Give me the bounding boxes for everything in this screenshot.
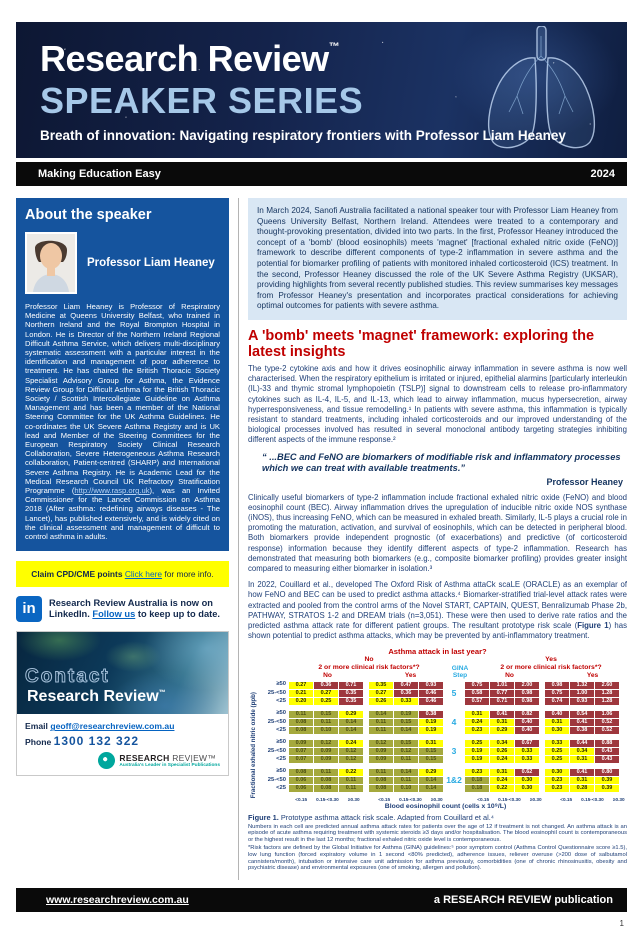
quote-attribution: Professor Heaney bbox=[546, 476, 623, 487]
issue-subtitle: Breath of innovation: Navigating respiratory frontiers with Professor Liam Heaney bbox=[40, 128, 566, 143]
risk-cell: 0.06 bbox=[289, 776, 314, 784]
risk-cell: 0.14 bbox=[394, 726, 419, 734]
risk-cell: 0.25 bbox=[314, 697, 339, 705]
risk-cell: 0.18 bbox=[465, 784, 490, 792]
risk-cell: 0.15 bbox=[394, 718, 419, 726]
risk-cell: 0.98 bbox=[515, 689, 540, 697]
risk-block bbox=[288, 739, 364, 764]
linkedin-text bbox=[49, 598, 229, 621]
risk-cell: 0.09 bbox=[369, 747, 394, 755]
attack-no-label: No bbox=[364, 656, 374, 664]
contact-banner-image bbox=[17, 632, 228, 714]
risk-cell: 0.15 bbox=[394, 739, 419, 747]
risk-cell: 0.12 bbox=[314, 739, 339, 747]
risk-question-left: 2 or more clinical risk factors*? bbox=[318, 664, 420, 671]
bec-label: 0.15-<0.30 bbox=[316, 796, 339, 802]
risk-cell: 0.31 bbox=[545, 718, 570, 726]
about-heading: About the speaker bbox=[25, 207, 152, 223]
feno-label: ≥50 bbox=[276, 768, 286, 775]
bio-text-2: ), was an Invited Commissioner for the Lancet Commission on Asthma 2018 (After asthma: redefining airways diseases - The Lancet), has published extensively, and is widely cited on the clinical assessment and management of difficult to control asthma in adults. bbox=[25, 486, 220, 542]
risk-cell: 0.19 bbox=[419, 726, 444, 734]
risk-cell: 0.14 bbox=[339, 726, 364, 734]
linkedin-section bbox=[16, 596, 229, 622]
risk-cell: 0.88 bbox=[595, 739, 620, 747]
risk-block bbox=[368, 739, 444, 764]
about-speaker-box bbox=[16, 198, 229, 551]
gina-step-value: 4 bbox=[451, 717, 457, 728]
risk-cell: 0.10 bbox=[394, 784, 419, 792]
bec-label: <0.15 bbox=[477, 796, 490, 802]
risk-block bbox=[288, 681, 364, 706]
risk-cell: 0.07 bbox=[289, 755, 314, 763]
risk-cell: 0.35 bbox=[339, 689, 364, 697]
risk-cell: 0.09 bbox=[314, 747, 339, 755]
risk-cell: 0.12 bbox=[339, 755, 364, 763]
risk-cell: 0.30 bbox=[515, 776, 540, 784]
risk-cell: 0.40 bbox=[545, 710, 570, 718]
footnote-1: Numbers in each cell are predicted annual asthma attack rates for patients over the age of 12 if treatment is not changed. An asthma attack is an episode of acute asthma requiring treatment with systemic steroids ≥3 days and/or hospitalisation. The blood eosinophil count is contemporaneous or the highest result in the last 12 months; fractional exhaled nitric oxide level is contemporaneous. bbox=[248, 823, 627, 843]
feno-label: ≥50 bbox=[276, 710, 286, 717]
speaker-photo bbox=[25, 232, 77, 294]
paragraph-2: Clinically useful biomarkers of type-2 inflammation include fractional exhaled nitric oxide (FeNO) and blood eosinophil count (BEC). Airway inflammation drives the upregulation of inducible nitric oxide NOS synthase (iNOS), thus increasing FeNO, which can be measured in exhaled breath. Similarly, IL-5 plays a crucial role in promoting the maturation, activation, and survival of eosinophils, which can be detected in peripheral blood. Both biomarkers provide independent prognostic (of exacerbations) and predictive (of corticosteroid response) information because they identify different aspects of type-2 inflammation. Research has demonstrated that measuring both biomarkers (e.g., composite biomarker profiling) provides greater insight compared to measuring either biomarker in isolation.³ bbox=[248, 492, 627, 573]
risk-cell: 0.09 bbox=[289, 739, 314, 747]
bec-label: 0.15-<0.30 bbox=[581, 796, 604, 802]
contact-info bbox=[17, 714, 228, 775]
risk-cell: 0.33 bbox=[394, 697, 419, 705]
risk-cell: 0.12 bbox=[339, 747, 364, 755]
risk-cell: 0.41 bbox=[490, 710, 515, 718]
risk-cell: 0.08 bbox=[289, 726, 314, 734]
risk-cell: 0.11 bbox=[394, 755, 419, 763]
cpd-rest: for more info. bbox=[162, 569, 214, 580]
risk-cell: 0.82 bbox=[515, 710, 540, 718]
risk-cell: 0.40 bbox=[515, 726, 540, 734]
linkedin-text-before: Research Review Australia is now on LinkedIn. bbox=[49, 597, 213, 620]
risk-cell: 0.30 bbox=[545, 726, 570, 734]
risk-cell: 0.12 bbox=[394, 747, 419, 755]
risk-cell: 0.67 bbox=[515, 739, 540, 747]
gina-step-row bbox=[259, 710, 627, 735]
risk-block bbox=[288, 710, 364, 735]
risk-cell: 0.28 bbox=[570, 784, 595, 792]
series-title: SPEAKER SERIES bbox=[40, 80, 364, 121]
paragraph-3-text-2: ) has shown potential to predict asthma attacks, which may be prevented by anti-inflammatory treatment. bbox=[248, 621, 627, 641]
feno-labels bbox=[259, 710, 288, 735]
step-word: Step bbox=[452, 671, 468, 679]
risk-cell: 1.06 bbox=[595, 710, 620, 718]
risk-no-label: No bbox=[323, 671, 332, 679]
risk-cell: 0.75 bbox=[465, 681, 490, 689]
risk-cell: 0.40 bbox=[515, 718, 540, 726]
risk-cell: 0.25 bbox=[465, 739, 490, 747]
email-label: Email bbox=[25, 721, 51, 732]
risk-cell: 0.75 bbox=[545, 689, 570, 697]
risk-block bbox=[368, 681, 444, 706]
rr-logo-icon bbox=[98, 752, 115, 769]
risk-cell: 0.71 bbox=[490, 697, 515, 705]
risk-cell: 1.28 bbox=[595, 697, 620, 705]
brand-title: Research Review™ bbox=[40, 38, 340, 79]
risk-cell: 0.18 bbox=[465, 776, 490, 784]
paragraph-3 bbox=[248, 580, 627, 641]
risk-cell: 0.08 bbox=[314, 784, 339, 792]
risk-cell: 0.11 bbox=[369, 718, 394, 726]
risk-cell: 0.71 bbox=[339, 681, 364, 689]
risk-cell: 0.12 bbox=[369, 739, 394, 747]
figure-caption: Figure 1. Prototype asthma attack risk scale. Adapted from Couillard et al.⁴ bbox=[248, 812, 494, 822]
making-education-easy: Making Education Easy bbox=[38, 168, 161, 180]
intro-box: In March 2024, Sanofi Australia facilitated a national speaker tour with Professor Liam Heaney from Queens University Belfast, Northern Ireland. Attendees were treated to a contemporary and thought-provoking presentation, divided into two parts. In the first, Professor Heaney introduced the concept of a 'bomb' (blood eosinophils) meets 'magnet' [fractional exhaled nitric oxide (FeNO)] framework to describe different components of type-2 inflammation in severe asthma and the potential for biomarker profiling of patients with monitored inhaled corticosteroid (ICS) treatment. In the second, Professor Heaney discussed the role of the UK Severe Asthma Registry (UKSAR), providing highlights from several recently published studies. This review summarises key messages from Professor Heaney's presentation and incorporates practical considerations for achieving optimal outcomes for patients with severe asthma. bbox=[248, 198, 627, 320]
risk-cell: 0.74 bbox=[545, 697, 570, 705]
figure-ref: Figure 1 bbox=[577, 621, 609, 630]
cpd-label: Claim CPD/CME points bbox=[31, 569, 123, 580]
cpd-box bbox=[16, 561, 229, 587]
feno-labels bbox=[259, 681, 288, 706]
risk-cell: 0.57 bbox=[465, 697, 490, 705]
risk-cell: 0.14 bbox=[339, 718, 364, 726]
feno-label: <25 bbox=[276, 697, 286, 704]
risk-cell: 0.14 bbox=[394, 768, 419, 776]
risk-block bbox=[544, 710, 620, 735]
risk-cell: 0.19 bbox=[465, 755, 490, 763]
gina-word: GINA bbox=[451, 664, 469, 672]
cpd-click-here-link[interactable]: Click here bbox=[124, 569, 163, 580]
risk-cell: 0.25 bbox=[545, 747, 570, 755]
risk-cell: 0.11 bbox=[369, 768, 394, 776]
risk-cell: 0.08 bbox=[314, 776, 339, 784]
risk-cell: 0.07 bbox=[289, 747, 314, 755]
risk-cell: 0.11 bbox=[339, 776, 364, 784]
bio-text-1: Professor Liam Heaney is Professor of Respiratory Medicine at Queens University Belfast, who trained in Northern Ireland and the Royal Brompton Hospital in London. He is Director of the Northern Ireland Regional Difficult Asthma Service, which delivers multi-disciplinary systematic assessment with a particular interest in the identification and management of poor adherence to treatment. He has chaired the British Thoracic Society Specialist Advisory Group for Asthma, the Evidence Review Group for Difficult Asthma for the British Thoracic Society / Scottish Intercollegiate Guideline on Asthma Management and has been a member of the National Steering Committee for the UK Asthma Guidelines. He co-ordinates the UK Severe Asthma Registry and is UK lead and Member of the Steering Committees for the European Respiratory Society Clinical Research Collaboration, Severe Heterogeneous Asthma Research collaboration, Patient-centred (SHARP) and International Severe Asthma Registry. He is Academic Lead for the Medical Research Council UK Refractory Stratification Programme ( bbox=[25, 302, 220, 496]
risk-cell: 0.08 bbox=[369, 784, 394, 792]
feno-label: 25-<50 bbox=[267, 689, 286, 696]
risk-cell: 2.60 bbox=[595, 681, 620, 689]
risk-cell: 0.52 bbox=[595, 726, 620, 734]
speaker-name: Professor Liam Heaney bbox=[87, 257, 215, 269]
phone-number: 1300 132 322 bbox=[53, 734, 140, 749]
risk-cell: 0.46 bbox=[419, 689, 444, 697]
fig-title: Asthma attack in last year? bbox=[388, 647, 487, 657]
linkedin-text-after: to keep up to date. bbox=[135, 609, 220, 620]
contact-box bbox=[16, 631, 229, 776]
figure-x-axis-label: Blood eosinophil count (cells x 10⁹/L) bbox=[384, 802, 507, 810]
risk-cell: 0.43 bbox=[595, 747, 620, 755]
gina-step-row bbox=[259, 681, 627, 706]
contact-outline-text: Contact bbox=[25, 666, 110, 688]
risk-cell: 0.47 bbox=[394, 681, 419, 689]
page-number: 1 bbox=[619, 919, 624, 928]
risk-cell: 0.38 bbox=[419, 710, 444, 718]
risk-cell: 0.46 bbox=[419, 697, 444, 705]
risk-cell: 0.30 bbox=[515, 784, 540, 792]
risk-cell: 0.24 bbox=[339, 739, 364, 747]
risk-cell: 0.31 bbox=[570, 755, 595, 763]
risk-cell: 0.27 bbox=[314, 689, 339, 697]
risk-cell: 0.14 bbox=[369, 710, 394, 718]
risk-cell: 0.62 bbox=[515, 768, 540, 776]
rr-logo bbox=[25, 752, 220, 769]
risk-cell: 0.31 bbox=[570, 776, 595, 784]
risk-cell: 0.20 bbox=[289, 697, 314, 705]
bec-label: ≥0.30 bbox=[529, 796, 542, 802]
bec-label: 0.15-<0.30 bbox=[498, 796, 521, 802]
portrait-placeholder bbox=[27, 234, 75, 292]
topbar bbox=[16, 162, 627, 186]
risk-cell: 0.36 bbox=[394, 689, 419, 697]
rr-logo-tagline: Australia's Leader in Specialist Publications bbox=[119, 763, 220, 769]
speaker-bio bbox=[25, 302, 220, 541]
risk-cell: 0.11 bbox=[394, 776, 419, 784]
risk-cell: 0.10 bbox=[314, 726, 339, 734]
footer-publication: a RESEARCH REVIEW publication bbox=[433, 894, 613, 906]
risk-cell: 0.34 bbox=[570, 747, 595, 755]
feno-labels bbox=[259, 768, 288, 793]
attack-yes-label: Yes bbox=[545, 656, 557, 664]
follow-us-link[interactable]: Follow us bbox=[92, 609, 136, 620]
figure1 bbox=[248, 647, 627, 809]
bec-label: ≥0.30 bbox=[612, 796, 625, 802]
risk-cell: 0.29 bbox=[419, 768, 444, 776]
phone-label: Phone bbox=[25, 737, 54, 748]
gina-step-value: 1&2 bbox=[446, 775, 462, 786]
feno-label: ≥50 bbox=[276, 739, 286, 746]
risk-question-right: 2 or more clinical risk factors*? bbox=[500, 664, 602, 671]
risk-block bbox=[544, 768, 620, 793]
risk-cell: 0.41 bbox=[570, 768, 595, 776]
risk-cell: 0.23 bbox=[545, 776, 570, 784]
risk-block bbox=[368, 710, 444, 735]
tm-mark: ™ bbox=[328, 41, 340, 53]
risk-cell: 0.30 bbox=[545, 768, 570, 776]
risk-cell: 0.09 bbox=[314, 755, 339, 763]
risk-cell: 0.22 bbox=[339, 768, 364, 776]
rasp-link[interactable]: http://www.rasp.org.uk bbox=[74, 486, 150, 496]
gina-step-value: 3 bbox=[451, 746, 457, 757]
risk-cell: 0.11 bbox=[339, 784, 364, 792]
risk-cell: 0.09 bbox=[369, 755, 394, 763]
risk-cell: 0.11 bbox=[314, 718, 339, 726]
risk-cell: 0.33 bbox=[515, 755, 540, 763]
risk-cell: 0.11 bbox=[314, 768, 339, 776]
risk-cell: 0.39 bbox=[595, 776, 620, 784]
rr-logo-name: RESEARCH REV|EW™ bbox=[119, 753, 217, 764]
email-link[interactable]: geoff@researchreview.com.au bbox=[50, 721, 175, 732]
header-banner bbox=[16, 22, 627, 158]
risk-block bbox=[544, 681, 620, 706]
risk-cell: 0.36 bbox=[314, 681, 339, 689]
risk-block bbox=[464, 681, 540, 706]
risk-cell: 1.32 bbox=[570, 681, 595, 689]
risk-cell: 0.08 bbox=[289, 768, 314, 776]
risk-cell: 0.24 bbox=[490, 776, 515, 784]
risk-cell: 0.24 bbox=[465, 718, 490, 726]
sidebar bbox=[16, 198, 229, 880]
footer-url-link[interactable]: www.researchreview.com.au bbox=[46, 894, 189, 906]
feno-label: 25-<50 bbox=[267, 776, 286, 783]
risk-cell: 0.31 bbox=[490, 718, 515, 726]
bec-label: ≥0.30 bbox=[347, 796, 360, 802]
footer-bar bbox=[16, 888, 627, 912]
risk-cell: 0.27 bbox=[289, 681, 314, 689]
risk-cell: 0.23 bbox=[545, 784, 570, 792]
risk-cell: 0.29 bbox=[339, 710, 364, 718]
risk-block bbox=[288, 768, 364, 793]
gina-step-value: 5 bbox=[451, 688, 457, 699]
risk-cell: 0.11 bbox=[289, 710, 314, 718]
risk-cell: 0.31 bbox=[465, 710, 490, 718]
gina-step-row bbox=[259, 768, 627, 793]
risk-cell: 0.08 bbox=[289, 718, 314, 726]
risk-cell: 0.15 bbox=[419, 747, 444, 755]
risk-block bbox=[368, 768, 444, 793]
figure-y-axis-label: Fractional exhaled nitric oxide (ppb) bbox=[250, 691, 257, 799]
risk-cell: 0.24 bbox=[490, 755, 515, 763]
risk-yes-label: Yes bbox=[586, 671, 599, 679]
risk-cell: 1.28 bbox=[595, 689, 620, 697]
risk-cell: 0.43 bbox=[595, 755, 620, 763]
bec-label: <0.15 bbox=[295, 796, 308, 802]
section-heading: A 'bomb' meets 'magnet' framework: exploring the latest insights bbox=[248, 327, 595, 360]
risk-cell: 0.26 bbox=[369, 697, 394, 705]
risk-cell: 0.21 bbox=[289, 689, 314, 697]
risk-cell: 0.38 bbox=[570, 726, 595, 734]
risk-cell: 0.26 bbox=[490, 747, 515, 755]
risk-cell: 0.98 bbox=[515, 697, 540, 705]
year-badge: 2024 bbox=[590, 168, 615, 180]
risk-cell: 0.35 bbox=[369, 681, 394, 689]
feno-label: 25-<50 bbox=[267, 747, 286, 754]
contact-brand-text: Research Review™ bbox=[27, 688, 166, 706]
risk-cell: 0.11 bbox=[369, 726, 394, 734]
risk-cell: 0.19 bbox=[419, 718, 444, 726]
bec-labels-row bbox=[259, 797, 627, 802]
paragraph-1: The type-2 cytokine axis and how it drives eosinophilic airway inflammation in severe asthma is now well characterised. When the respiratory epithelium is irritated or injured, epithelial alarmins [particularly interleukin (IL)-33 and thymic stromal lymphopoietin (TSLP)] signal to downstream cells to release pro-inflammatory cytokines such as IL-4, IL-5, and IL-13, which lead to airway inflammation, mucus hypersecretion, airway hyperresponsiveness, and tissue remodelling.¹ In patients with severe asthma, this inflammation is typically resistant to standard treatments, including inhaled corticosteroids and our improved understanding of the biological processes involved has resulted in several monoclonal antibody targeting strategies inhibiting different aspects of the immune response.² bbox=[248, 363, 627, 445]
risk-cell: 1.00 bbox=[570, 689, 595, 697]
bec-label: 0.15-<0.30 bbox=[399, 796, 422, 802]
feno-labels bbox=[259, 739, 288, 764]
risk-block bbox=[464, 710, 540, 735]
feno-label: ≥50 bbox=[276, 681, 286, 688]
risk-cell: 0.08 bbox=[369, 776, 394, 784]
bec-label: <0.15 bbox=[560, 796, 573, 802]
pull-quote: “ ...BEC and FeNO are biomarkers of modifiable risk and inflammatory processes which we can treat with available treatments.” bbox=[262, 451, 621, 474]
risk-cell: 2.00 bbox=[515, 681, 540, 689]
contact-tm: ™ bbox=[158, 689, 166, 697]
paragraph-3-text: In 2022, Couillard et al., developed The Oxford Risk of Asthma attaCk scaLE (ORACLE) as an exemplar of how FeNO and BEC can be used to predict asthma attacks.⁴ Biomarker-stratified trial-level attack rates were extracted and pooled from the control arms of the Novel START, CAPTAIN, QUEST, Benralizumab Phase 2b, PATHWAY, STRATOS 1-2 and DREAM trials (n=3,051). These were then used to derive rate ratios and the predicted asthma attack rate for different patient groups. The resultant prototype risk scale ( bbox=[248, 580, 627, 630]
feno-label: <25 bbox=[276, 784, 286, 791]
risk-cell: 0.25 bbox=[545, 755, 570, 763]
bec-label: ≥0.30 bbox=[430, 796, 443, 802]
gina-step-row bbox=[259, 739, 627, 764]
risk-cell: 0.34 bbox=[490, 739, 515, 747]
risk-block bbox=[544, 739, 620, 764]
risk-cell: 0.52 bbox=[595, 718, 620, 726]
risk-cell: 0.31 bbox=[490, 768, 515, 776]
feno-label: <25 bbox=[276, 755, 286, 762]
risk-yes-label: Yes bbox=[404, 671, 417, 679]
risk-cell: 0.77 bbox=[490, 689, 515, 697]
risk-block bbox=[464, 739, 540, 764]
risk-cell: 0.29 bbox=[490, 726, 515, 734]
feno-label: 25-<50 bbox=[267, 718, 286, 725]
risk-cell: 0.27 bbox=[369, 689, 394, 697]
risk-cell: 0.14 bbox=[419, 784, 444, 792]
risk-cell: 0.41 bbox=[570, 718, 595, 726]
risk-cell: 0.23 bbox=[465, 726, 490, 734]
risk-cell: 0.31 bbox=[419, 739, 444, 747]
risk-cell: 0.58 bbox=[465, 689, 490, 697]
risk-cell: 0.19 bbox=[394, 710, 419, 718]
bec-label: <0.15 bbox=[378, 796, 391, 802]
risk-cell: 0.15 bbox=[419, 755, 444, 763]
risk-cell: 0.54 bbox=[570, 710, 595, 718]
footnote-2: *Risk factors are defined by the Global Initiative for Asthma (GINA) guidelines:⁵ poor symptom control (Asthma Control Questionnaire score ≥1.5), low lung function (forced expiratory volume in 1 second <80% predicted), adherence issues, reliever overuse (>200 dose of salbutamol cannisters/month), intubation or intensive care unit admission for asthma previously, comorbidities (one of chronic rhinosinusitis, obesity and psychiatric disease) and environmental exposures (one of smoking, allergen and pollution). bbox=[248, 845, 627, 872]
main-column bbox=[238, 198, 627, 880]
risk-cell: 0.14 bbox=[419, 776, 444, 784]
risk-cell: 0.80 bbox=[595, 768, 620, 776]
risk-block bbox=[464, 768, 540, 793]
risk-no-label: No bbox=[505, 671, 514, 679]
risk-cell: 0.06 bbox=[289, 784, 314, 792]
risk-cell: 0.44 bbox=[570, 739, 595, 747]
risk-cell: 0.35 bbox=[339, 697, 364, 705]
risk-cell: 0.23 bbox=[465, 768, 490, 776]
risk-cell: 0.98 bbox=[545, 681, 570, 689]
risk-cell: 0.15 bbox=[314, 710, 339, 718]
linkedin-icon[interactable]: in bbox=[16, 596, 42, 622]
risk-cell: 1.01 bbox=[490, 681, 515, 689]
risk-cell: 0.22 bbox=[490, 784, 515, 792]
risk-cell: 0.39 bbox=[595, 784, 620, 792]
feno-label: <25 bbox=[276, 726, 286, 733]
risk-cell: 0.33 bbox=[545, 739, 570, 747]
risk-cell: 0.93 bbox=[570, 697, 595, 705]
risk-cell: 0.33 bbox=[515, 747, 540, 755]
risk-cell: 0.19 bbox=[465, 747, 490, 755]
risk-cell: 0.93 bbox=[419, 681, 444, 689]
